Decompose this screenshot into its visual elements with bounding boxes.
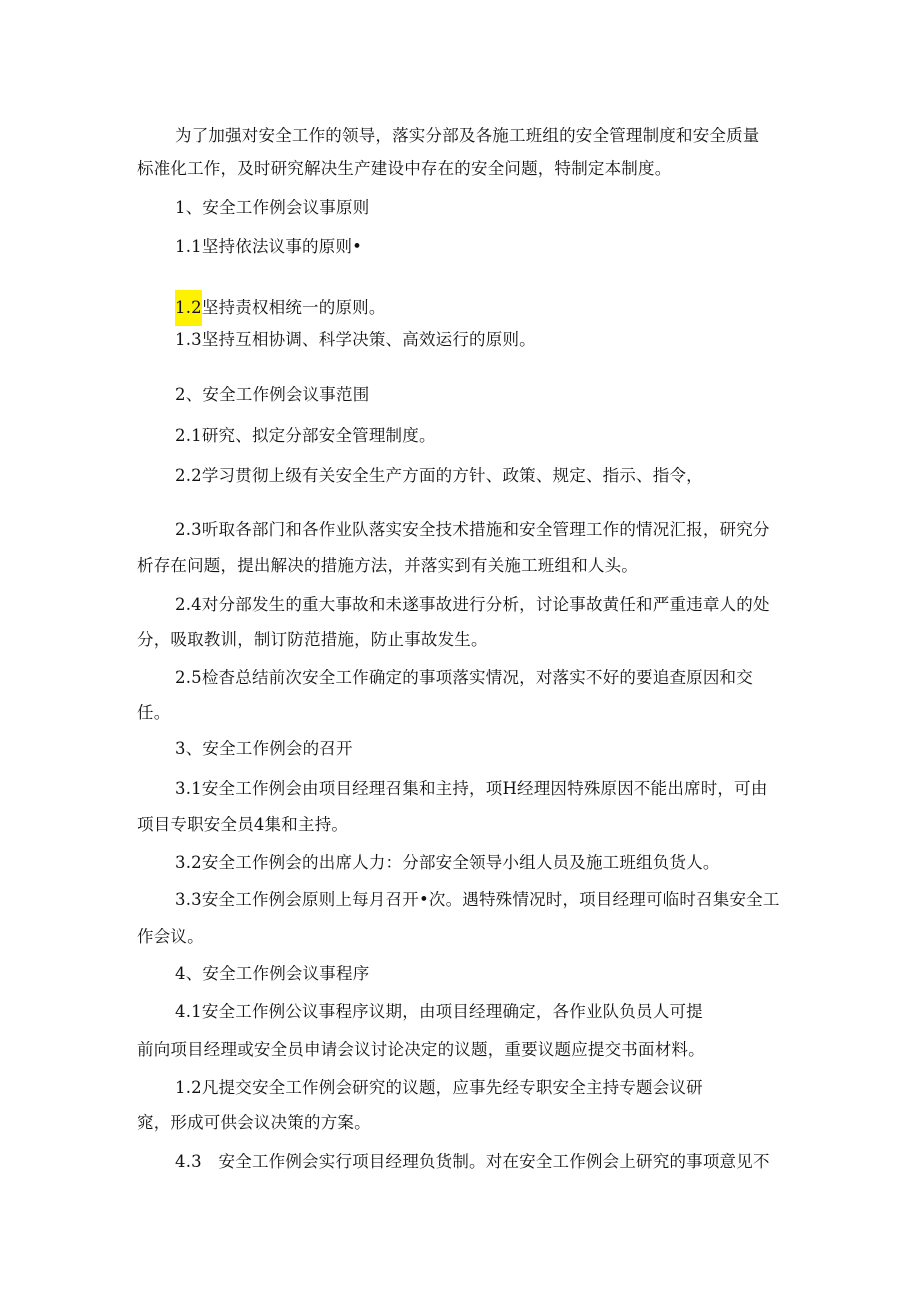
list-item: 3.2安全工作例会的出席人力：分部安全领导小组人员及施工班组负货人。: [175, 853, 720, 872]
list-item-highlighted: [175, 290, 386, 326]
list-item: 3.3安全工作例会原则上每月召开•次。遇特殊情况时，项目经理可临时召集安全工: [175, 890, 780, 909]
list-item: 4.3 安全工作例会实行项目经理负货制。对在安全工作例会上研究的事项意见不: [175, 1152, 770, 1171]
paragraph-line: 为了加强对安全工作的领导，落实分部及各施工班组的安全管理制度和安全质量: [175, 126, 760, 145]
list-item: 2.3听取各部门和各作业队落实安全技术措施和安全管理工作的情况汇报，研究分: [175, 520, 770, 539]
paragraph-line: 标准化工作，及时研究解决生产建设中存在的安全问题，特制定本制度。: [137, 159, 672, 178]
paragraph-line: 任。: [137, 703, 171, 722]
paragraph-line: 析存在问题，提出解决的措施方法，并落实到有关施工班组和人头。: [137, 556, 638, 575]
section-heading: 4、安全工作例会议事程序: [175, 964, 370, 983]
section-heading: 1、安全工作例会议事原则: [175, 198, 370, 217]
highlight-rest: 坚持责权相统一的原则。: [201, 298, 386, 317]
paragraph-line: 分，吸取教训，制订防范措施，防止事故发生。: [137, 630, 488, 649]
list-item: 2.1研究、拟定分部安全管理制度。: [175, 426, 436, 445]
paragraph-line: 前向项目经理或安全员申请会议讨论决定的议题，重要议题应提交书面材料。: [137, 1040, 705, 1059]
section-heading: 3、安全工作例会的召开: [175, 739, 353, 758]
list-item: 1.1坚持依法议事的原则•: [175, 237, 363, 256]
section-heading: 2、安全工作例会议事范围: [175, 385, 370, 404]
highlight-mark: 1.2: [175, 290, 202, 326]
list-item: 2.2学习贯彻上级有关安全生产方面的方针、政策、规定、指示、指令，: [175, 466, 703, 485]
paragraph-line: 作会议。: [137, 927, 204, 946]
list-item: 3.1安全工作例会由项目经理召集和主持，项H经理因特殊原因不能出席时，可由: [175, 779, 768, 798]
list-item: 4.1安全工作例公议事程序议期，由项目经理确定，各作业队负员人可提: [175, 1002, 703, 1021]
list-item: 2.5检杳总结前次安全工作确定的事项落实情况，对落实不好的要追查原因和交: [175, 668, 753, 687]
list-item: 2.4对分部发生的重大事故和未遂事故进行分析，讨论事故黄任和严重违章人的处: [175, 595, 770, 614]
paragraph-line: 窕，形成可供会议决策的方案。: [137, 1113, 371, 1132]
paragraph-line: 项目专职安全员4集和主持。: [137, 815, 349, 834]
list-item: 1.2凡提交安全工作例会研究的议题，应事先经专职安全主持专题会议研: [175, 1078, 703, 1097]
list-item: 1.3坚持互相协调、科学决策、高效运行的原则。: [175, 330, 536, 349]
